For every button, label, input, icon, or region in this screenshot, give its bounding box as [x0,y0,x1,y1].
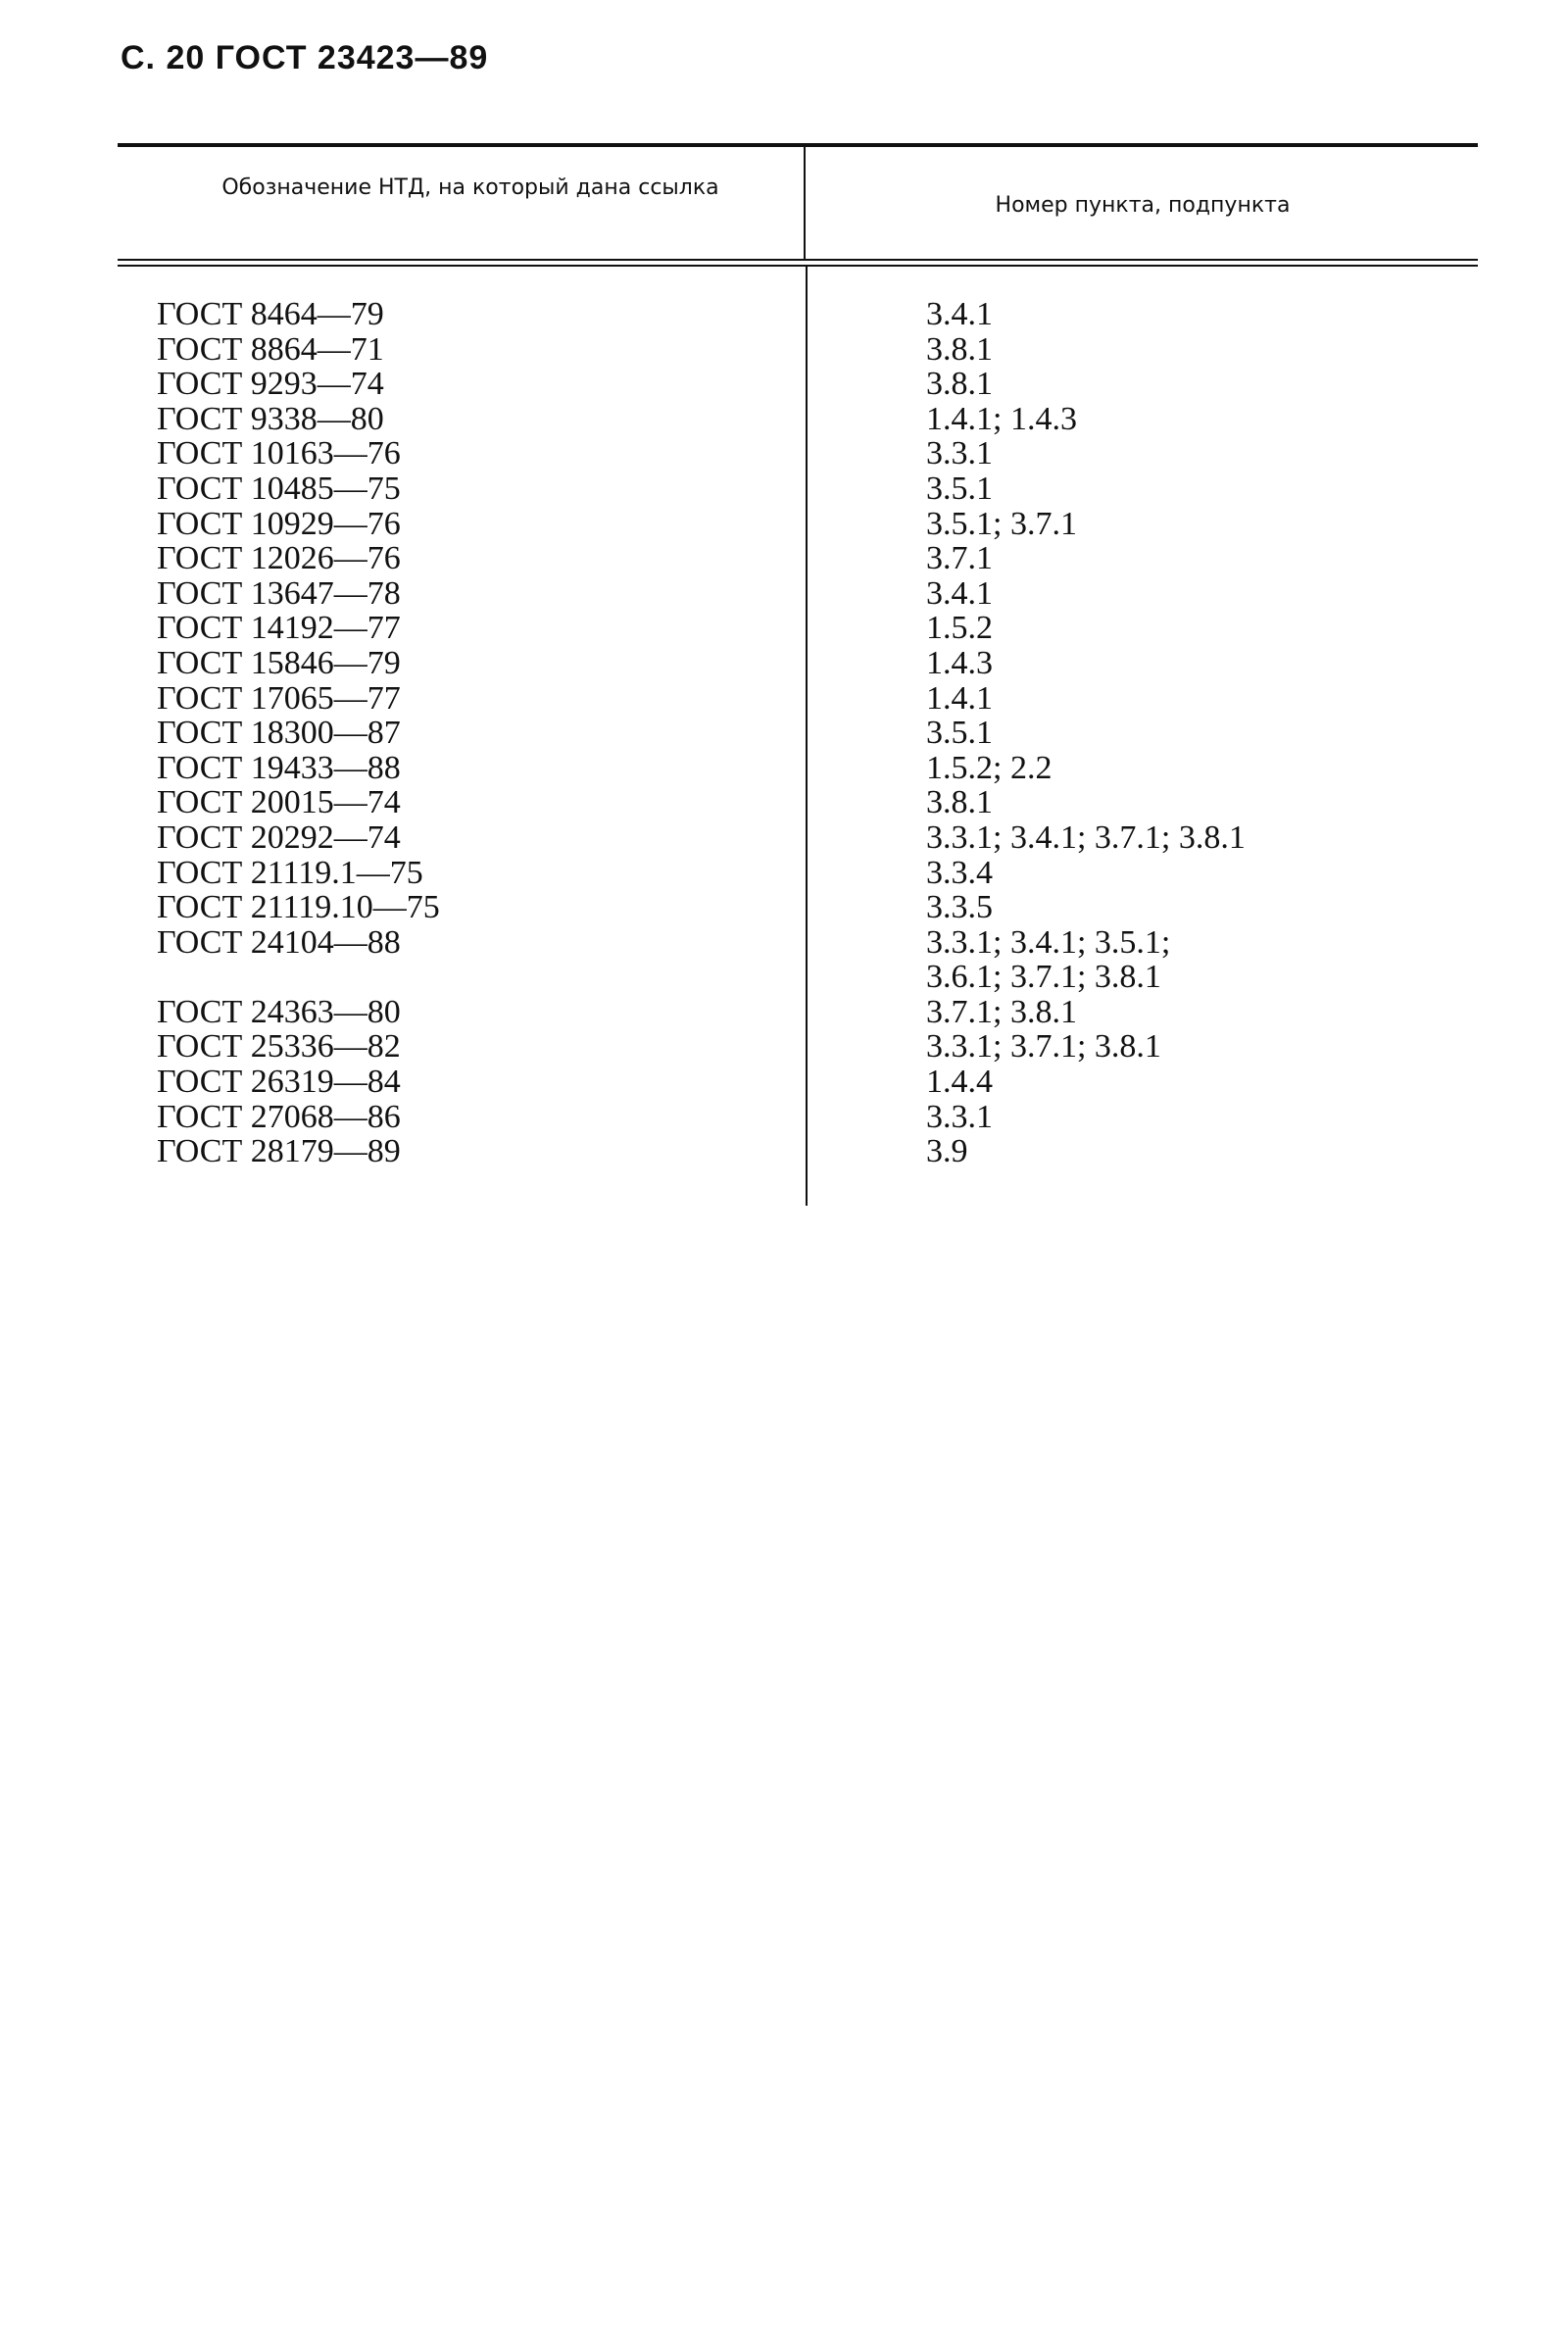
header-rule [118,259,1478,261]
standard-cell: ГОСТ 9293—74 [157,366,384,403]
standard-cell: ГОСТ 26319—84 [157,1064,401,1101]
standard-cell: ГОСТ 21119.1—75 [157,854,423,891]
clause-cell: 3.3.5 [926,889,993,926]
standard-cell: ГОСТ 24363—80 [157,993,401,1030]
clause-cell: 3.7.1 [926,540,993,577]
standard-cell: ГОСТ 8864—71 [157,330,384,368]
clause-cell: 3.4.1 [926,574,993,612]
clause-cell: 3.9 [926,1133,968,1170]
clause-cell: 3.6.1; 3.7.1; 3.8.1 [926,959,1161,996]
clause-cell: 3.5.1 [926,715,993,752]
clause-cell: 3.8.1 [926,784,993,821]
standard-cell: ГОСТ 27068—86 [157,1098,401,1135]
clause-cell: 3.5.1 [926,470,993,507]
standard-cell: ГОСТ 17065—77 [157,679,401,717]
standard-cell: ГОСТ 8464—79 [157,296,384,332]
clause-cell: 3.3.1; 3.4.1; 3.5.1; [926,923,1171,961]
standard-cell: ГОСТ 21119.10—75 [157,889,440,926]
clause-cell: 3.7.1; 3.8.1 [926,993,1077,1030]
column-header-clause: Номер пункта, подпункта [995,193,1291,218]
standard-cell: ГОСТ 10485—75 [157,470,401,507]
clause-cell: 3.8.1 [926,330,993,368]
clause-cell: 1.4.4 [926,1064,993,1101]
clause-cell: 3.3.4 [926,854,993,891]
standard-cell: ГОСТ 20292—74 [157,818,401,856]
clause-cell: 3.8.1 [926,366,993,403]
clause-cell: 1.4.3 [926,644,993,681]
column-header-standard: Обозначение НТД, на который дана ссылка [221,175,719,200]
clause-cell: 1.5.2 [926,610,993,647]
clause-cell: 3.5.1; 3.7.1 [926,505,1077,542]
standard-cell: ГОСТ 12026—76 [157,540,401,577]
standard-cell: ГОСТ 19433—88 [157,749,401,786]
standard-cell: ГОСТ 20015—74 [157,784,401,821]
header-rule-double [118,265,1478,267]
clauses-column [926,297,1246,1169]
clause-cell: 1.4.1 [926,679,993,717]
clause-cell: 3.3.1; 3.7.1; 3.8.1 [926,1028,1161,1066]
standard-cell: ГОСТ 18300—87 [157,715,401,752]
clause-cell: 1.5.2; 2.2 [926,749,1053,786]
standard-cell: ГОСТ 25336—82 [157,1028,401,1066]
clause-cell: 3.3.1 [926,435,993,472]
standard-cell: ГОСТ 10929—76 [157,505,401,542]
standards-column [157,297,440,1169]
header-column-divider [804,147,806,259]
standard-cell: ГОСТ 15846—79 [157,644,401,681]
standard-cell [157,960,440,995]
standard-cell: ГОСТ 13647—78 [157,574,401,612]
clause-cell: 3.3.1 [926,1098,993,1135]
clause-cell: 3.4.1 [926,296,993,332]
standard-cell: ГОСТ 14192—77 [157,610,401,647]
standard-cell: ГОСТ 9338—80 [157,400,384,437]
table-top-rule [118,143,1478,147]
standard-cell: ГОСТ 10163—76 [157,435,401,472]
standard-cell: ГОСТ 28179—89 [157,1133,401,1170]
clause-cell: 3.3.1; 3.4.1; 3.7.1; 3.8.1 [926,818,1246,856]
page-header: С. 20 ГОСТ 23423—89 [121,39,489,76]
standard-cell: ГОСТ 24104—88 [157,923,401,961]
clause-cell: 1.4.1; 1.4.3 [926,400,1077,437]
body-column-divider [806,267,808,1206]
